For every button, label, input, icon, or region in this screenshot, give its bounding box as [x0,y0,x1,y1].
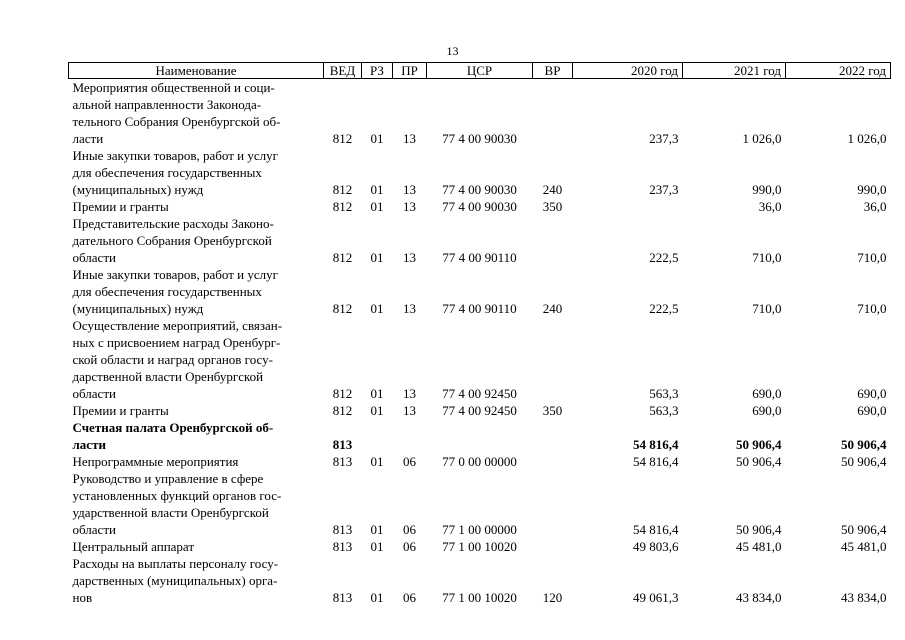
header-row [69,63,891,79]
cell-ved: 813 [332,590,353,605]
cell-2022: 50 906,4 [841,522,887,537]
cell-name-line: ласти [72,131,104,146]
cell-ved: 812 [332,182,353,197]
cell-name-line: Иные закупки товаров, работ и услуг [72,148,278,163]
cell-csr: 77 1 00 10020 [442,590,517,605]
cell-2020: 222,5 [649,250,679,265]
cell-rz: 01 [370,522,384,537]
cell-name [69,147,324,198]
cell-name-line: области [72,522,116,537]
cell-2020: 237,3 [649,131,679,146]
cell-pr: 13 [403,199,416,214]
cell-ved: 813 [332,522,353,537]
cell-csr: 77 0 00 00000 [442,454,517,469]
header-2022: 2022 год [786,63,891,79]
cell-csr: 77 4 00 90030 [442,131,517,146]
cell-rz: 01 [370,301,384,316]
cell-vr [533,453,573,470]
cell-2021: 50 906,4 [736,454,782,469]
cell-rz: 01 [370,131,384,146]
cell-ved: 812 [332,301,353,316]
cell-name-line: ласти [72,437,106,452]
cell-2021: 50 906,4 [736,522,782,537]
cell-csr: 77 4 00 92450 [442,403,517,418]
cell-ved: 813 [332,539,353,554]
cell-name-line: ударственной власти Оренбургской [72,505,269,520]
cell-name-line: Премии и гранты [72,199,169,214]
cell-name-line: для обеспечения государственных [72,165,262,180]
cell-ved: 812 [332,199,353,214]
cell-csr: 77 1 00 10020 [442,539,517,554]
header-name: Наименование [69,63,324,79]
table-row [69,453,891,470]
cell-pr: 13 [403,250,416,265]
cell-2020: 237,3 [649,182,679,197]
cell-rz: 01 [370,250,384,265]
cell-name-line: ных с присвоением наград Оренбург- [72,335,281,350]
cell-2022: 690,0 [857,386,887,401]
cell-2022: 710,0 [857,301,887,316]
cell-ved: 812 [332,250,353,265]
cell-pr: 06 [403,522,416,537]
cell-2021: 710,0 [752,301,782,316]
cell-pr: 13 [403,403,416,418]
table-row [69,419,891,453]
cell-2021: 43 834,0 [736,590,782,605]
cell-2020 [573,198,683,215]
header-pr: ПР [393,63,427,79]
cell-rz: 01 [370,199,384,214]
cell-pr: 13 [403,301,416,316]
cell-2021: 1 026,0 [742,131,782,146]
cell-ved: 813 [332,454,353,469]
cell-rz [362,419,393,453]
cell-2022: 43 834,0 [841,590,887,605]
cell-2022: 710,0 [857,250,887,265]
cell-name [69,198,324,215]
cell-pr: 13 [403,182,416,197]
cell-name-line: Иные закупки товаров, работ и услуг [72,267,278,282]
cell-name [69,266,324,317]
table-row [69,147,891,198]
header-ved: ВЕД [324,63,362,79]
cell-2020: 49 803,6 [633,539,679,554]
cell-csr: 77 4 00 90030 [442,199,517,214]
cell-name-line: Руководство и управление в сфере [72,471,264,486]
cell-name-line: тельного Собрания Оренбургской об- [72,114,281,129]
budget-table [68,62,891,606]
cell-vr: 120 [542,590,563,605]
cell-2022: 990,0 [857,182,887,197]
cell-name-line: дательного Собрания Оренбургской [72,233,272,248]
cell-pr: 13 [403,131,416,146]
cell-rz: 01 [370,182,384,197]
cell-2021: 36,0 [758,199,782,214]
cell-vr [533,419,573,453]
cell-2020: 563,3 [649,403,679,418]
cell-2022: 36,0 [863,199,887,214]
header-2021: 2021 год [683,63,786,79]
cell-name [69,419,324,453]
cell-name [69,555,324,606]
cell-2021: 690,0 [752,386,782,401]
table-row [69,79,891,148]
cell-name-line: для обеспечения государственных [72,284,262,299]
cell-vr: 240 [542,301,563,316]
table-row [69,317,891,402]
cell-name-line: Представительские расходы Законо- [72,216,274,231]
cell-csr [427,419,533,453]
cell-2021: 690,0 [752,403,782,418]
cell-name [69,470,324,538]
cell-name-line: Счетная палата Оренбургской об- [72,420,274,435]
cell-2021: 710,0 [752,250,782,265]
cell-name-line: нов [72,590,93,605]
cell-rz: 01 [370,403,384,418]
cell-csr: 77 1 00 00000 [442,522,517,537]
cell-name-line: области [72,386,116,401]
header-rz: РЗ [362,63,393,79]
table-row [69,538,891,555]
table-row [69,555,891,606]
cell-2020: 54 816,4 [633,437,679,452]
cell-name-line: Расходы на выплаты персоналу госу- [72,556,279,571]
cell-name-line: дарственной власти Оренбургской [72,369,264,384]
cell-pr [393,419,427,453]
cell-name [69,453,324,470]
table-row [69,470,891,538]
cell-2022: 1 026,0 [847,131,887,146]
header-csr: ЦСР [427,63,533,79]
cell-pr: 06 [403,539,416,554]
cell-2020: 222,5 [649,301,679,316]
header-vr: ВР [533,63,573,79]
cell-csr: 77 4 00 90030 [442,182,517,197]
cell-rz: 01 [370,590,384,605]
cell-2021: 45 481,0 [736,539,782,554]
cell-name-line: Центральный аппарат [72,539,195,554]
cell-2022: 50 906,4 [841,437,887,452]
cell-csr: 77 4 00 92450 [442,386,517,401]
cell-name-line: Мероприятия общественной и соци- [72,80,275,95]
cell-name [69,79,324,148]
cell-2020: 54 816,4 [633,522,679,537]
table-header [69,63,891,79]
cell-name-line: ской области и наград органов госу- [72,352,273,367]
table-body [69,79,891,607]
cell-name-line: дарственных (муниципальных) орга- [72,573,278,588]
cell-name-line: Осуществление мероприятий, связан- [72,318,283,333]
cell-2021: 990,0 [752,182,782,197]
cell-name-line: установленных функций органов гос- [72,488,282,503]
table-row [69,198,891,215]
table-row [69,215,891,266]
cell-pr: 06 [403,454,416,469]
cell-pr: 13 [403,386,416,401]
cell-vr [533,317,573,402]
cell-rz: 01 [370,386,384,401]
cell-name [69,317,324,402]
cell-name [69,215,324,266]
cell-2022: 690,0 [857,403,887,418]
cell-vr: 350 [542,403,563,418]
cell-rz: 01 [370,539,384,554]
cell-vr [533,79,573,148]
cell-pr: 06 [403,590,416,605]
cell-vr [533,538,573,555]
cell-name [69,402,324,419]
cell-2020: 54 816,4 [633,454,679,469]
cell-csr: 77 4 00 90110 [442,250,517,265]
cell-name-line: Непрограммные мероприятия [72,454,239,469]
cell-name [69,538,324,555]
cell-vr [533,470,573,538]
cell-name-line: области [72,250,116,265]
cell-2022: 50 906,4 [841,454,887,469]
cell-name-line: (муниципальных) нужд [72,182,204,197]
cell-ved: 813 [332,437,353,452]
cell-csr: 77 4 00 90110 [442,301,517,316]
cell-ved: 812 [332,386,353,401]
cell-2021: 50 906,4 [736,437,782,452]
table-row [69,266,891,317]
cell-rz: 01 [370,454,384,469]
page-number: 13 [446,44,459,58]
header-2020: 2020 год [573,63,683,79]
cell-name-line: Премии и гранты [72,403,169,418]
cell-vr: 240 [542,182,563,197]
cell-name-line: альной направленности Законода- [72,97,262,112]
cell-vr [533,215,573,266]
table-row [69,402,891,419]
cell-ved: 812 [332,403,353,418]
cell-2020: 563,3 [649,386,679,401]
cell-2020: 49 061,3 [633,590,679,605]
cell-2022: 45 481,0 [841,539,887,554]
cell-ved: 812 [332,131,353,146]
cell-name-line: (муниципальных) нужд [72,301,204,316]
cell-vr: 350 [542,199,563,214]
